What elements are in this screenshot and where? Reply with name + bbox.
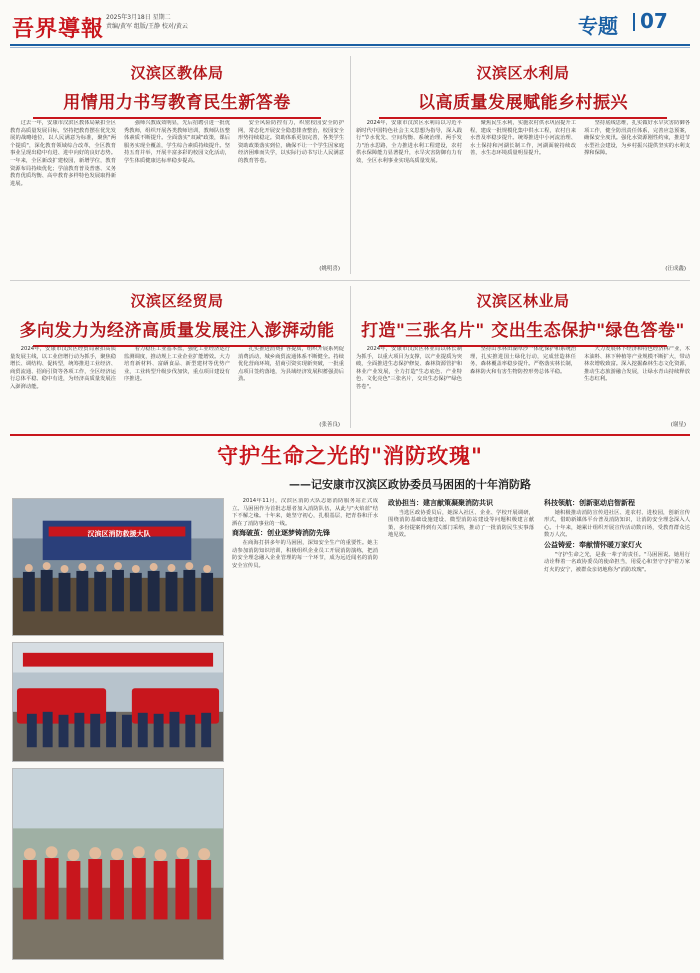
- article-column: 2024年，安康市汉滨区林业局以林长制为抓手，以重大项目为支撑，以产业提质为突破，全面推进生态保护修复、森林资源管护和林业产业发展，全力打造"生态底色、产业特色、文化亮色"三张名片，交出生态保护"绿色答卷"。: [356, 346, 462, 390]
- photo-banner-text: 汉滨区消防救援大队: [87, 530, 151, 538]
- article-column: 2024年，安康市汉滨区水利局以习近平新时代中国特色社会主义思想为指导，深入践行"节水优先、空间均衡、系统治理、两手发力"治水思路，全力推进水利工程建设，农村供水保障能力显著提升，水旱灾害防御有力有效，全区水利事业实现高质量发展。: [356, 120, 462, 164]
- photo-illustration: [13, 643, 223, 761]
- page-number: 07: [640, 9, 668, 33]
- article-headline: 多向发力为经济高质量发展注入澎湃动能: [19, 321, 335, 341]
- date-line: 2025年3月18日 星期二: [106, 14, 171, 21]
- column-divider: [350, 56, 351, 274]
- article-column: 2024年，安康市汉滨区经贸局紧扣高质量发展主线，以工业倍增行动为抓手，聚焦稳增长、调结构、促转型，统筹推进工业经济、商贸流通、招商引资等各项工作，全区经济运行总体平稳、稳中有进，为经济高质量发展注入澎湃动能。: [10, 346, 116, 390]
- article-column: 大力发展林下经济和特色经济林产业，木本油料、林下种植等产业规模不断扩大，带动林农增收致富。深入挖掘森林生态文化资源，推动生态旅游融合发展，让绿水青山持续释放生态红利。: [584, 346, 690, 383]
- feature-header: [0, 440, 700, 492]
- feature-column: 2014年11月，汉滨区消防大队志愿消防服务站正式成立。马困困作为首批志愿者加入消防队伍，从此与"火焰蓝"结下不解之缘。十年来，她坚守初心，扎根基层，把青春和汗水洒在了消防事业的一线。 商海破茧：创业逐梦铸消防先锋 在商海打拼多年的马困困，深知安全生产的重要性。她主动参加消防知识培训，积极组织企业员工开展消防演练，把消防安全理念融入企业管理的每一个环节，成为远近闻名的消防安全宣传员。: [232, 498, 378, 569]
- photo-fire-truck-team: [12, 642, 224, 762]
- photo-illustration: [13, 769, 223, 959]
- feature-body: [232, 498, 690, 962]
- masthead: [0, 0, 700, 48]
- row-divider: [10, 280, 690, 281]
- photo-volunteers-outdoor: [12, 768, 224, 960]
- photo-fire-station-group: [12, 498, 224, 636]
- article-education: [10, 62, 344, 274]
- column-divider: [350, 286, 351, 428]
- headline-underline: [379, 117, 666, 119]
- article-headline: 以高质量发展赋能乡村振兴: [418, 93, 628, 113]
- article-kicker: 汉滨区经贸局: [130, 292, 224, 310]
- feature-subhead: 商海破茧：创业逐梦铸消防先锋: [232, 529, 330, 538]
- article-author: (汪成鑫): [665, 266, 686, 272]
- feature-subhead: 公益铸爱：奉献情怀暖万家灯火: [544, 540, 642, 549]
- article-column: 过去一年，安康市汉滨区教体局紧扣全区教育高质量发展目标，坚持把教育摆在优先发展的战略地位，以人民满意为标准，聚焦"两个提质"，深化教育领域综合改革，全区教育事业呈现出稳中有进、进中向好的良好态势。一年来，全区新改扩建校园，新增学位，教育资源布局持续优化；学前教育普及普惠、义务教育优质均衡、高中教育多样特色发展取得新进展。: [10, 120, 116, 187]
- article-kicker: 汉滨区林业局: [476, 292, 570, 310]
- article-economy: [10, 290, 344, 428]
- article-author: (谢星): [670, 422, 686, 428]
- feature-subheadline: ——记安康市汉滨区政协委员马困困的十年消防路: [289, 478, 531, 491]
- newspaper-logo: 吾界導報: [12, 16, 105, 42]
- article-column: 强师兴教成效明显，先后招聘引进一批优秀教师，组织开展各类教师培训，教师队伍整体素质不断提升。全面落实"双减"政策，课后服务实现全覆盖，学生综合素质持续提升。坚持五育并举，开展丰富多彩的校园文化活动，学生体质健康达标率稳步提高。: [124, 120, 230, 164]
- article-headline: 打造"三张名片" 交出生态保护"绿色答卷": [361, 321, 685, 341]
- feature-column: 科技领航：创新驱动启智新程 她积极推动消防宣传进社区、进农村、进校园，创新宣传形式，借助新媒体平台普及消防知识，让消防安全理念深入人心。十年来，她累计组织开展宣传活动数百场，受教育群众达数万人次。 公益铸爱：奉献情怀暖万家灯火 "守护生命之光，是我一辈子的责任。"马困困说。她用行动诠释着一名政协委员的使命担当，用爱心和坚守守护着万家灯火的安宁，被群众亲切地称为"消防玫瑰"。: [544, 499, 690, 573]
- article-column: 安全风险防控有力，织密校园安全防护网，常态化开展安全隐患排查整治，校园安全形势持续稳定。资助体系更加完善，各类学生资助政策落实到位，确保不让一个学生因家庭经济困难而失学，以实际行动书写让人民满意的教育答卷。: [238, 120, 344, 164]
- feature-subhead: 政协担当：建言献策凝聚消防共识: [388, 499, 493, 507]
- article-column: 坚持底线思维，扎实做好水旱灾害防御各项工作，健全防汛责任体系，完善应急预案，确保安全度汛。强化水资源刚性约束，推进节水型社会建设，为乡村振兴提供坚实的水利支撑和保障。: [584, 120, 690, 157]
- article-column: 扎实推进消费扩容提质，组织开展系列促消费活动，城乡商贸流通体系不断健全。持续优化营商环境，招商引资实现新突破，一批重点项目签约落地，为县域经济发展积蓄强劲后劲。: [238, 346, 344, 383]
- article-kicker: 汉滨区教体局: [130, 64, 224, 82]
- editor-line: 责编/黄军 组版/王静 校对/黄云: [106, 23, 188, 30]
- article-headline: 用情用力书写教育民生新答卷: [63, 93, 291, 113]
- page-separator: [633, 13, 635, 31]
- article-kicker: 汉滨区水利局: [476, 64, 570, 82]
- article-author: (姚明喜): [319, 266, 340, 272]
- headline-underline: [33, 117, 320, 119]
- article-column: 坚持山水林田湖草沙一体化保护和系统治理，扎实推进国土绿化行动，完成营造林任务，森林覆盖率稳步提升。严格落实林长制，森林防火和有害生物防控形势总体平稳。: [470, 346, 576, 375]
- feature-subhead: 科技领航：创新驱动启智新程: [544, 499, 635, 507]
- section-label: 专题: [578, 14, 618, 38]
- feature-headline: 守护生命之光的"消防玫瑰": [217, 443, 483, 468]
- article-column: 聚焦民生水利，实施农村供水巩固提升工程，建成一批规模化集中供水工程，农村自来水普及率稳步提升。统筹推进中小河流治理、水土保持和河湖长制工作，河湖面貌持续改善，水生态环境质量明显提升。: [470, 120, 576, 157]
- article-water: [356, 62, 690, 274]
- article-forestry: [356, 290, 690, 428]
- feature-column: 政协担当：建言献策凝聚消防共识 当选区政协委员后，她深入社区、企业、学校开展调研，围绕消防基础设施建设、微型消防站建设等问题积极建言献策，多份提案得到有关部门采纳，推动了一批消防民生实事落地见效。: [388, 499, 534, 539]
- top-rule: [10, 44, 690, 46]
- issue-meta: [106, 13, 188, 31]
- article-author: (张善良): [319, 422, 340, 428]
- feature-divider: [10, 434, 690, 436]
- article-column: 着力稳住工业基本盘，强化工业经济运行监测调度，推动规上工业企业扩能增效。大力培育新材料、富硒食品、新型建材等优势产业，工业转型升级步伐加快，重点项目建设有序推进。: [124, 346, 230, 383]
- photo-illustration: [13, 499, 223, 635]
- top-rule-thin: [10, 47, 690, 48]
